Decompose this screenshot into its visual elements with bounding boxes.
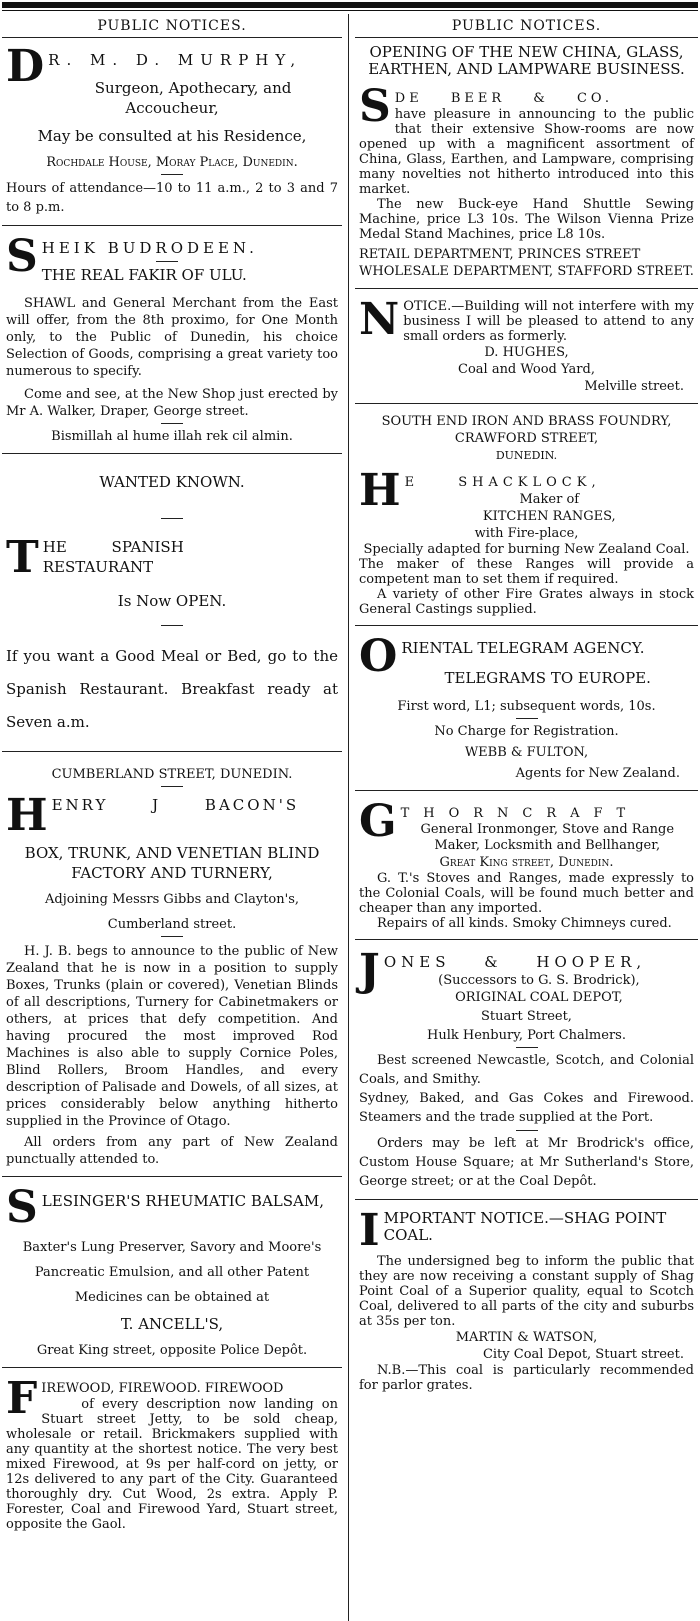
drop-cap: T	[6, 532, 39, 583]
top-rule	[2, 2, 698, 8]
ad-line: General Ironmonger, Stove and Range Maker, Locksmith and Bellhanger,	[420, 822, 675, 853]
ad-line: City Coal Depot, Stuart street.	[482, 1347, 684, 1362]
drop-cap: S	[6, 231, 38, 282]
ad-bacon	[2, 758, 342, 1170]
ad-separator	[2, 1367, 342, 1368]
divider-dash	[516, 1047, 538, 1048]
ad-signature: MARTIN & WATSON,	[455, 1330, 598, 1345]
ad-title: E SHACKLOCK,	[404, 475, 601, 490]
ad-spanish-restaurant	[2, 460, 342, 741]
ad-line: Stuart Street,	[481, 1009, 572, 1024]
ad-body: If you want a Good Meal or Bed, go to the Spanish Restaurant. Breakfast ready at Seven a.m.	[6, 647, 338, 731]
drop-cap: S	[6, 1182, 38, 1233]
ad-line: with Fire-place,	[474, 526, 579, 541]
ad-subtitle: TELEGRAMS TO EUROPE.	[444, 669, 651, 687]
ad-title: THORNCRAFT	[400, 806, 640, 821]
ad-title: DE BEER & CO.	[394, 91, 613, 106]
drop-cap: I	[359, 1205, 380, 1256]
ad-body: The new Buck-eye Hand Shuttle Sewing Machine, price L3 10s. The Wilson Vienna Prize Medal Stand Machines, price L8 10s.	[359, 197, 694, 242]
ad-heading: CUMBERLAND STREET, DUNEDIN.	[51, 767, 293, 782]
ad-body: The maker of these Ranges will provide a competent man to set them if required.	[359, 557, 694, 587]
right-column	[355, 14, 698, 1621]
ad-shag-point	[355, 1206, 698, 1395]
top-rule-thin	[2, 10, 698, 11]
ad-address: Great King street, opposite Police Depôt.	[36, 1343, 308, 1358]
ad-murphy	[2, 38, 342, 219]
ad-body: Come and see, at the New Shop just erected by Mr A. Walker, Draper, George street.	[6, 387, 338, 419]
ad-sheik	[2, 232, 342, 447]
ad-line: KITCHEN RANGES,	[482, 509, 616, 524]
ad-title: IREWOOD, FIREWOOD. FIREWOOD	[41, 1381, 284, 1396]
ad-title: ONES & HOOPER,	[383, 953, 647, 971]
ad-heading: SOUTH END IRON AND BRASS FOUNDRY,	[381, 414, 672, 429]
ad-address: Great King street, Dunedin.	[439, 855, 614, 870]
ad-address: Rochdale House, Moray Place, Dunedin.	[46, 155, 298, 170]
ad-body: G. T.'s Stoves and Ranges, made expressly to the Colonial Coals, will be found much better and cheaper than any imported.	[359, 871, 694, 916]
ad-separator	[355, 403, 698, 404]
ad-body: Repairs of all kinds. Smoky Chimneys cured.	[377, 916, 672, 931]
ad-title: MPORTANT NOTICE.—SHAG POINT COAL.	[383, 1209, 667, 1244]
divider-dash	[161, 174, 183, 175]
drop-cap: G	[359, 796, 397, 847]
ad-line: Coal and Wood Yard,	[458, 362, 595, 377]
ad-shacklock	[355, 410, 698, 619]
ad-heading: WANTED KNOWN.	[99, 473, 245, 491]
ad-body: N.B.—This coal is particularly recommended for parlor grates.	[359, 1363, 694, 1393]
drop-cap: F	[6, 1373, 38, 1424]
ad-body: A variety of other Fire Grates always in stock General Castings supplied.	[359, 587, 694, 617]
ad-motto: Bismillah al hume illah rek cil almin.	[51, 429, 293, 444]
ad-signature: D. HUGHES,	[484, 345, 569, 360]
drop-cap: O	[359, 631, 398, 682]
ad-line: Melville street.	[584, 379, 684, 394]
ad-separator	[355, 1199, 698, 1200]
ad-line: May be consulted at his Residence,	[37, 127, 307, 145]
divider-dash	[516, 718, 538, 719]
ad-subtitle: BOX, TRUNK, AND VENETIAN BLIND FACTORY AND TURNERY,	[24, 844, 320, 882]
ad-body: Sydney, Baked, and Gas Cokes and Firewood. Steamers and the trade supplied at the Port.	[359, 1091, 694, 1125]
ad-separator	[2, 225, 342, 226]
ad-heading: OPENING OF THE NEW CHINA, GLASS, EARTHEN, AND LAMPWARE BUSINESS.	[368, 43, 685, 78]
ad-line: DUNEDIN.	[495, 449, 558, 462]
ad-line: Maker of	[519, 492, 580, 507]
ad-line: Specially adapted for burning New Zealand Coal.	[363, 542, 690, 557]
ad-line: First word, L1; subsequent words, 10s.	[397, 699, 656, 714]
ad-title: HE SPANISH RESTAURANT	[42, 538, 184, 576]
divider-dash	[161, 936, 183, 937]
section-header-right: PUBLIC NOTICES.	[355, 14, 698, 38]
column-divider	[348, 14, 349, 1621]
ad-hughes	[355, 295, 698, 397]
drop-cap: D	[6, 41, 45, 92]
ad-line: Pancreatic Emulsion, and all other Patent	[34, 1265, 310, 1280]
ad-body: Best screened Newcastle, Scotch, and Colonial Coals, and Smithy.	[359, 1053, 694, 1087]
ad-body: OTICE.—Building will not interfere with my business I will be pleased to attend to any small orders as formerly.	[403, 299, 694, 344]
ad-separator	[355, 625, 698, 626]
ad-hours: Hours of attendance—10 to 11 a.m., 2 to 3 and 7 to 8 p.m.	[6, 181, 338, 215]
ad-line: Baxter's Lung Preserver, Savory and Moore's	[22, 1240, 322, 1255]
divider-dash	[161, 518, 183, 519]
ad-title: RIENTAL TELEGRAM AGENCY.	[401, 639, 645, 657]
ad-body: SHAWL and General Merchant from the East will offer, from the 8th proximo, for One Month only, to the Public of Dunedin, his choice Selection of Goods, comprising a great variety too numerous to specify.	[6, 296, 338, 379]
ad-separator	[355, 288, 698, 289]
ad-line: Hulk Henbury, Port Chalmers.	[427, 1028, 626, 1043]
ad-line: Agents for New Zealand.	[515, 766, 680, 781]
divider-dash	[516, 1130, 538, 1131]
ad-body: All orders from any part of New Zealand punctually attended to.	[6, 1135, 338, 1167]
ad-separator	[355, 790, 698, 791]
ad-line: Surgeon, Apothecary, and Accoucheur,	[94, 79, 292, 117]
ad-separator	[355, 939, 698, 940]
section-header-left: PUBLIC NOTICES.	[2, 14, 342, 38]
ad-title: HEIK BUDRODEEN.	[41, 239, 258, 257]
ad-line: No Charge for Registration.	[434, 724, 619, 739]
drop-cap: N	[359, 294, 400, 345]
divider-dash	[161, 423, 183, 424]
ad-line: ORIGINAL COAL DEPOT,	[455, 990, 623, 1005]
divider-dash	[161, 625, 183, 626]
ad-separator	[2, 751, 342, 752]
drop-cap: S	[359, 81, 391, 132]
ad-title: R. M. D. MURPHY,	[48, 51, 303, 69]
ad-jones-hooper	[355, 946, 698, 1193]
ad-body: Orders may be left at Mr Brodrick's office, Custom House Square; at Mr Sutherland's Store, George street; or at the Coal Depôt.	[359, 1136, 694, 1189]
ad-line: Is Now OPEN.	[117, 592, 227, 610]
ad-subtitle: THE REAL FAKIR OF ULU.	[41, 266, 247, 284]
ad-title: LESINGER'S RHEUMATIC BALSAM,	[41, 1192, 324, 1210]
ad-department: WHOLESALE DEPARTMENT, STAFFORD STREET.	[359, 264, 694, 279]
ad-body: of every description now landing on Stuart street Jetty, to be sold cheap, wholesale or retail. Brickmakers supplied with any quantity at the shortest notice. The very best mixed Firewood, at 9s per half-cord on jetty, or 12s delivered to any part of the City. Guaranteed thoroughly dry. Cut Wood, 2s extra. Apply P. Forester, Coal and Firewood Yard, Stuart street, opposite the Gaol.	[6, 1397, 338, 1532]
ad-line: Medicines can be obtained at	[74, 1290, 270, 1305]
ad-de-beer	[355, 38, 698, 282]
divider-dash	[161, 786, 183, 787]
drop-cap: H	[359, 465, 401, 516]
ad-separator	[2, 1176, 342, 1177]
ad-seller: T. ANCELL'S,	[120, 1315, 224, 1333]
ad-signature: WEBB & FULTON,	[464, 745, 589, 760]
ad-line: Adjoining Messrs Gibbs and Clayton's,	[44, 892, 299, 907]
ad-thorncraft	[355, 797, 698, 933]
ad-separator	[2, 453, 342, 454]
drop-cap: H	[6, 790, 48, 841]
left-column	[2, 14, 342, 1621]
ad-body: have pleasure in announcing to the public that their extensive Show-rooms are now opened up with a magnificent assortment of China, Glass, Earthen, and Lampware, comprising many novelties not hitherto introduced into this market.	[359, 107, 694, 197]
ad-body: The undersigned beg to inform the public that they are now receiving a constant supply of Shag Point Coal of a Superior quality, equal to Scotch Coal, delivered to all parts of the city and suburbs at 35s per ton.	[359, 1254, 694, 1329]
ad-line: Cumberland street.	[107, 917, 237, 932]
ad-oriental-telegram	[355, 632, 698, 784]
ad-line: (Successors to G. S. Brodrick),	[438, 973, 640, 988]
ad-slesinger	[2, 1183, 342, 1361]
drop-cap: J	[359, 945, 380, 996]
ad-body: H. J. B. begs to announce to the public of New Zealand that he is now in a position to supply Boxes, Trunks (plain or covered), Venetian Blinds of all descriptions, Turnery for Cabinetmakers or others, at prices that defy competition. And having procured the most improved Rod Machines is also able to supply Cornice Poles, Blind Rollers, Broom Handles, and every description of Palisade and Dowels, of all sizes, at prices considerably below anything hitherto supplied in the Province of Otago.	[6, 944, 338, 1129]
ad-department: RETAIL DEPARTMENT, PRINCES STREET	[359, 247, 641, 262]
ad-line: CRAWFORD STREET,	[454, 431, 599, 446]
ad-title: ENRY J BACON'S	[51, 796, 300, 814]
ad-firewood	[2, 1374, 342, 1534]
divider-dash	[156, 261, 178, 262]
